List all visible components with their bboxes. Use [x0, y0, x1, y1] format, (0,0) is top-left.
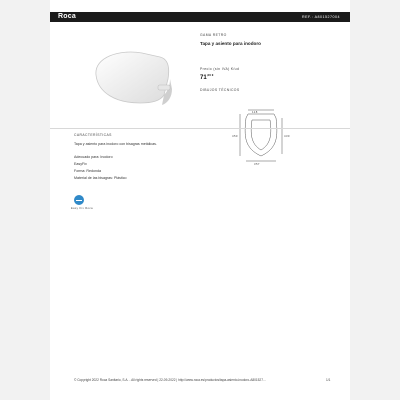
easyfix-caption: Easy Fix Roca [71, 207, 93, 210]
toilet-seat-image [90, 45, 178, 113]
easyfix-icon [74, 195, 84, 205]
brand-logo: Roca [58, 13, 76, 20]
divider [50, 128, 350, 129]
feature-item: EasyFix [74, 162, 87, 166]
feature-item: Forma: Redonda [74, 169, 101, 173]
product-name: Tapa y asiento para inodoro [200, 41, 261, 46]
feature-item: Material de las bisagras: Plástico [74, 176, 127, 180]
footer-copyright: © Copyright 2022 Roca Sanitario, S.A. - All rights reserved | 22-09-2022 | http://www.roca.es/productos/tapa-asiento-inodoro-A801527... [74, 378, 266, 382]
dimension-top: 118 [252, 110, 258, 114]
feature-item: Adecuado para: Inodoro [74, 155, 113, 159]
header-bar [50, 12, 350, 22]
price-label: Precio (sin IVA) €/ud [200, 67, 240, 71]
product-reference: REF.: A801527004 [302, 15, 340, 19]
price-main: 71 [200, 75, 207, 81]
product-sheet-page [50, 0, 350, 400]
price-cents: ,00 € [206, 73, 214, 77]
page-number: 1/1 [326, 378, 331, 382]
product-price [200, 73, 213, 81]
features-heading: CARACTERÍSTICAS [74, 133, 112, 137]
dimension-right: 430 [284, 134, 290, 138]
dimension-left: 450 [232, 134, 238, 138]
product-series: GAMA RETRO [200, 33, 227, 37]
dimension-bottom: 357 [254, 162, 260, 166]
drawing-label: DIBUJOS TÉCNICOS [200, 88, 240, 92]
features-description: Tapa y asiento para inodoro con bisagras metálicas. [74, 142, 157, 146]
